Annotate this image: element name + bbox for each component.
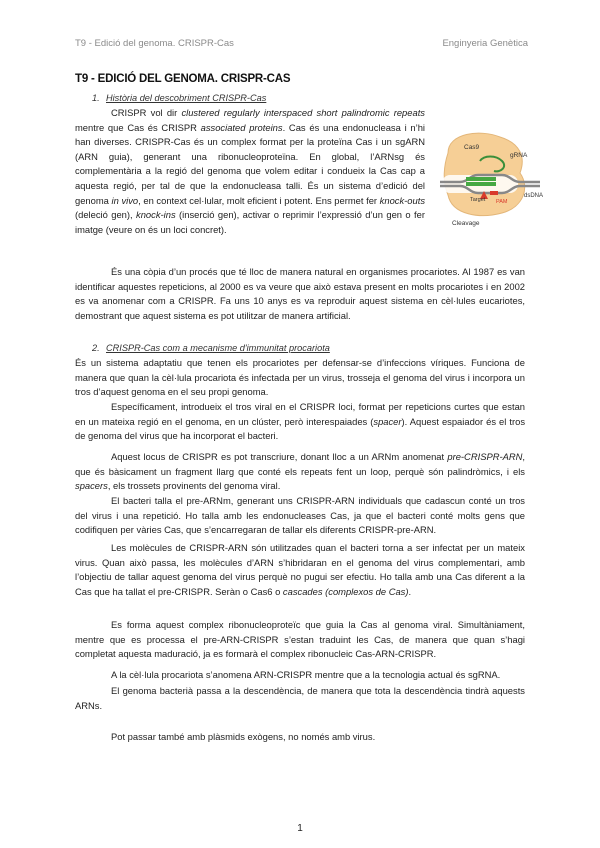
paragraph: Les molècules de CRISPR-ARN són utilitzades quan el bacteri torna a ser infectat per un mateix virus. Quan això passa, les molècules d’ARN s’hibridaran en el genoma del virus complementari, amb l’objectiu de tallar aquest genoma del virus perquè no pugui ser efectiu. Ho talla amb una Cas diferent a la Cas que ha tallat el pre-CRISPR. Seràn o Cas6 o cascades (complexos de Cas). — [75, 542, 525, 597]
dsdna-label: dsDNA — [524, 193, 544, 199]
paragraph: Específicament, introdueix el tros viral en el CRISPR loci, format per repeticions curtes que estan en un mateixa regió en el genoma, en un clúster, però interespaiades (spacer). Aquest espaiador és el tros de genoma del virus que ha incorporat el bacteri. — [75, 401, 526, 442]
page-number: 1 — [297, 823, 303, 834]
crispr-cas9-diagram — [440, 125, 544, 240]
paragraph: El genoma bacterià passa a la descendència, de manera que tota la descendència tindrà aquests ARNs. — [75, 685, 525, 711]
section-title: Història del descobriment CRISPR-Cas — [106, 93, 267, 103]
section-heading-2 — [92, 343, 330, 353]
running-header-right: Enginyeria Genètica — [442, 38, 528, 49]
paragraph: A la cèl·lula procariota s’anomena ARN-CRISPR mentre que a la tecnologia actual és sgRNA. — [111, 669, 501, 680]
document-title: T9 - EDICIÓ DEL GENOMA. CRISPR-CAS — [75, 73, 291, 85]
paragraph: El bacteri talla el pre-ARNm, generant uns CRISPR-ARN individuals que cadascun conté un tros del virus i una repetició. Ho talla amb les endonucleases Cas, ja que el bacteri conté molts gens que codifiquen per vàries Cas, que s’encarregaran de tallar els diferents CRISPR-pre-ARN. — [75, 495, 525, 536]
running-header-left: T9 - Edició del genoma. CRISPR-Cas — [75, 38, 234, 49]
cleavage-label: Cleavage — [452, 220, 480, 227]
paragraph: CRISPR vol dir clustered regularly interspaced short palindromic repeats mentre que Cas és CRISPR associated proteins. Cas és una endonucleasa i n’hi han diverses. CRISPR-Cas és un complex format per la proteïna Cas i un sgARN (ARN guia), generant una ribonucleoproteïna. En global, l’ARNsg és complementària a la regió del genoma que volem editar i condueix la Cas cap a aquesta regió, per tal de que la endonucleasa talli. És un sistema d’edició del genoma in vivo, en context cel·lular, molt eficient i potent. Ens permet fer knock-outs (deleció gen), knock-ins (inserció gen), activar o reprimir l’expressió d’un gen o fer imatge (veure on és un loci concret). — [75, 107, 426, 235]
section-number: 2. — [92, 343, 100, 353]
section-number: 1. — [92, 93, 100, 103]
paragraph: Es forma aquest complex ribonucleoproteïc que guia la Cas al genoma viral. Simultàniament, mentre que es processa el pre-ARN-CRISPR s’estan traduint les Cas, de manera que quan s’hagi completat aquesta maduració, ja es formarà el complex ribonucleic Cas-ARN-CRISPR. — [75, 619, 525, 660]
grna-label: gRNA — [510, 152, 528, 159]
paragraph: Aquest locus de CRISPR es pot transcriure, donant lloc a un ARNm anomenat pre-CRISPR-ARN, que és bàsicament un fragment llarg que conté els repeats fent un loop, perquè són palindròmics, i els spacers, els trossets provinents del genoma viral. — [75, 451, 525, 492]
paragraph: Pot passar també amb plàsmids exògens, no només amb virus. — [111, 731, 376, 742]
paragraph: És un sistema adaptatiu que tenen els procariotes per defensar-se d’infeccions víriques. Funciona de manera que quan la cèl·lula procariota és infectada per un virus, trosseja el genoma del virus i incorpora un tros d’aquest genoma en el seu propi genoma. — [75, 357, 525, 398]
section-heading-1 — [92, 93, 266, 103]
target-label: Target — [470, 197, 486, 203]
pam-label: PAM — [496, 199, 508, 205]
section-title: CRISPR-Cas com a mecanisme d'immunitat procariota — [106, 343, 330, 353]
paragraph: És una còpia d’un procés que té lloc de manera natural en organismes procariotes. Al 1987 es van identificar aquestes repeticions, al 2000 es va veure que això estava present en molts procariotes i en 2002 es va anomenar com a CRISPR. Fa uns 10 anys es va reproduir aquest sistema en cèl·lules eucariotes, demostrant que aquest sistema es pot utilitzar de manera artificial. — [75, 266, 525, 321]
cas9-label: Cas9 — [464, 144, 480, 151]
